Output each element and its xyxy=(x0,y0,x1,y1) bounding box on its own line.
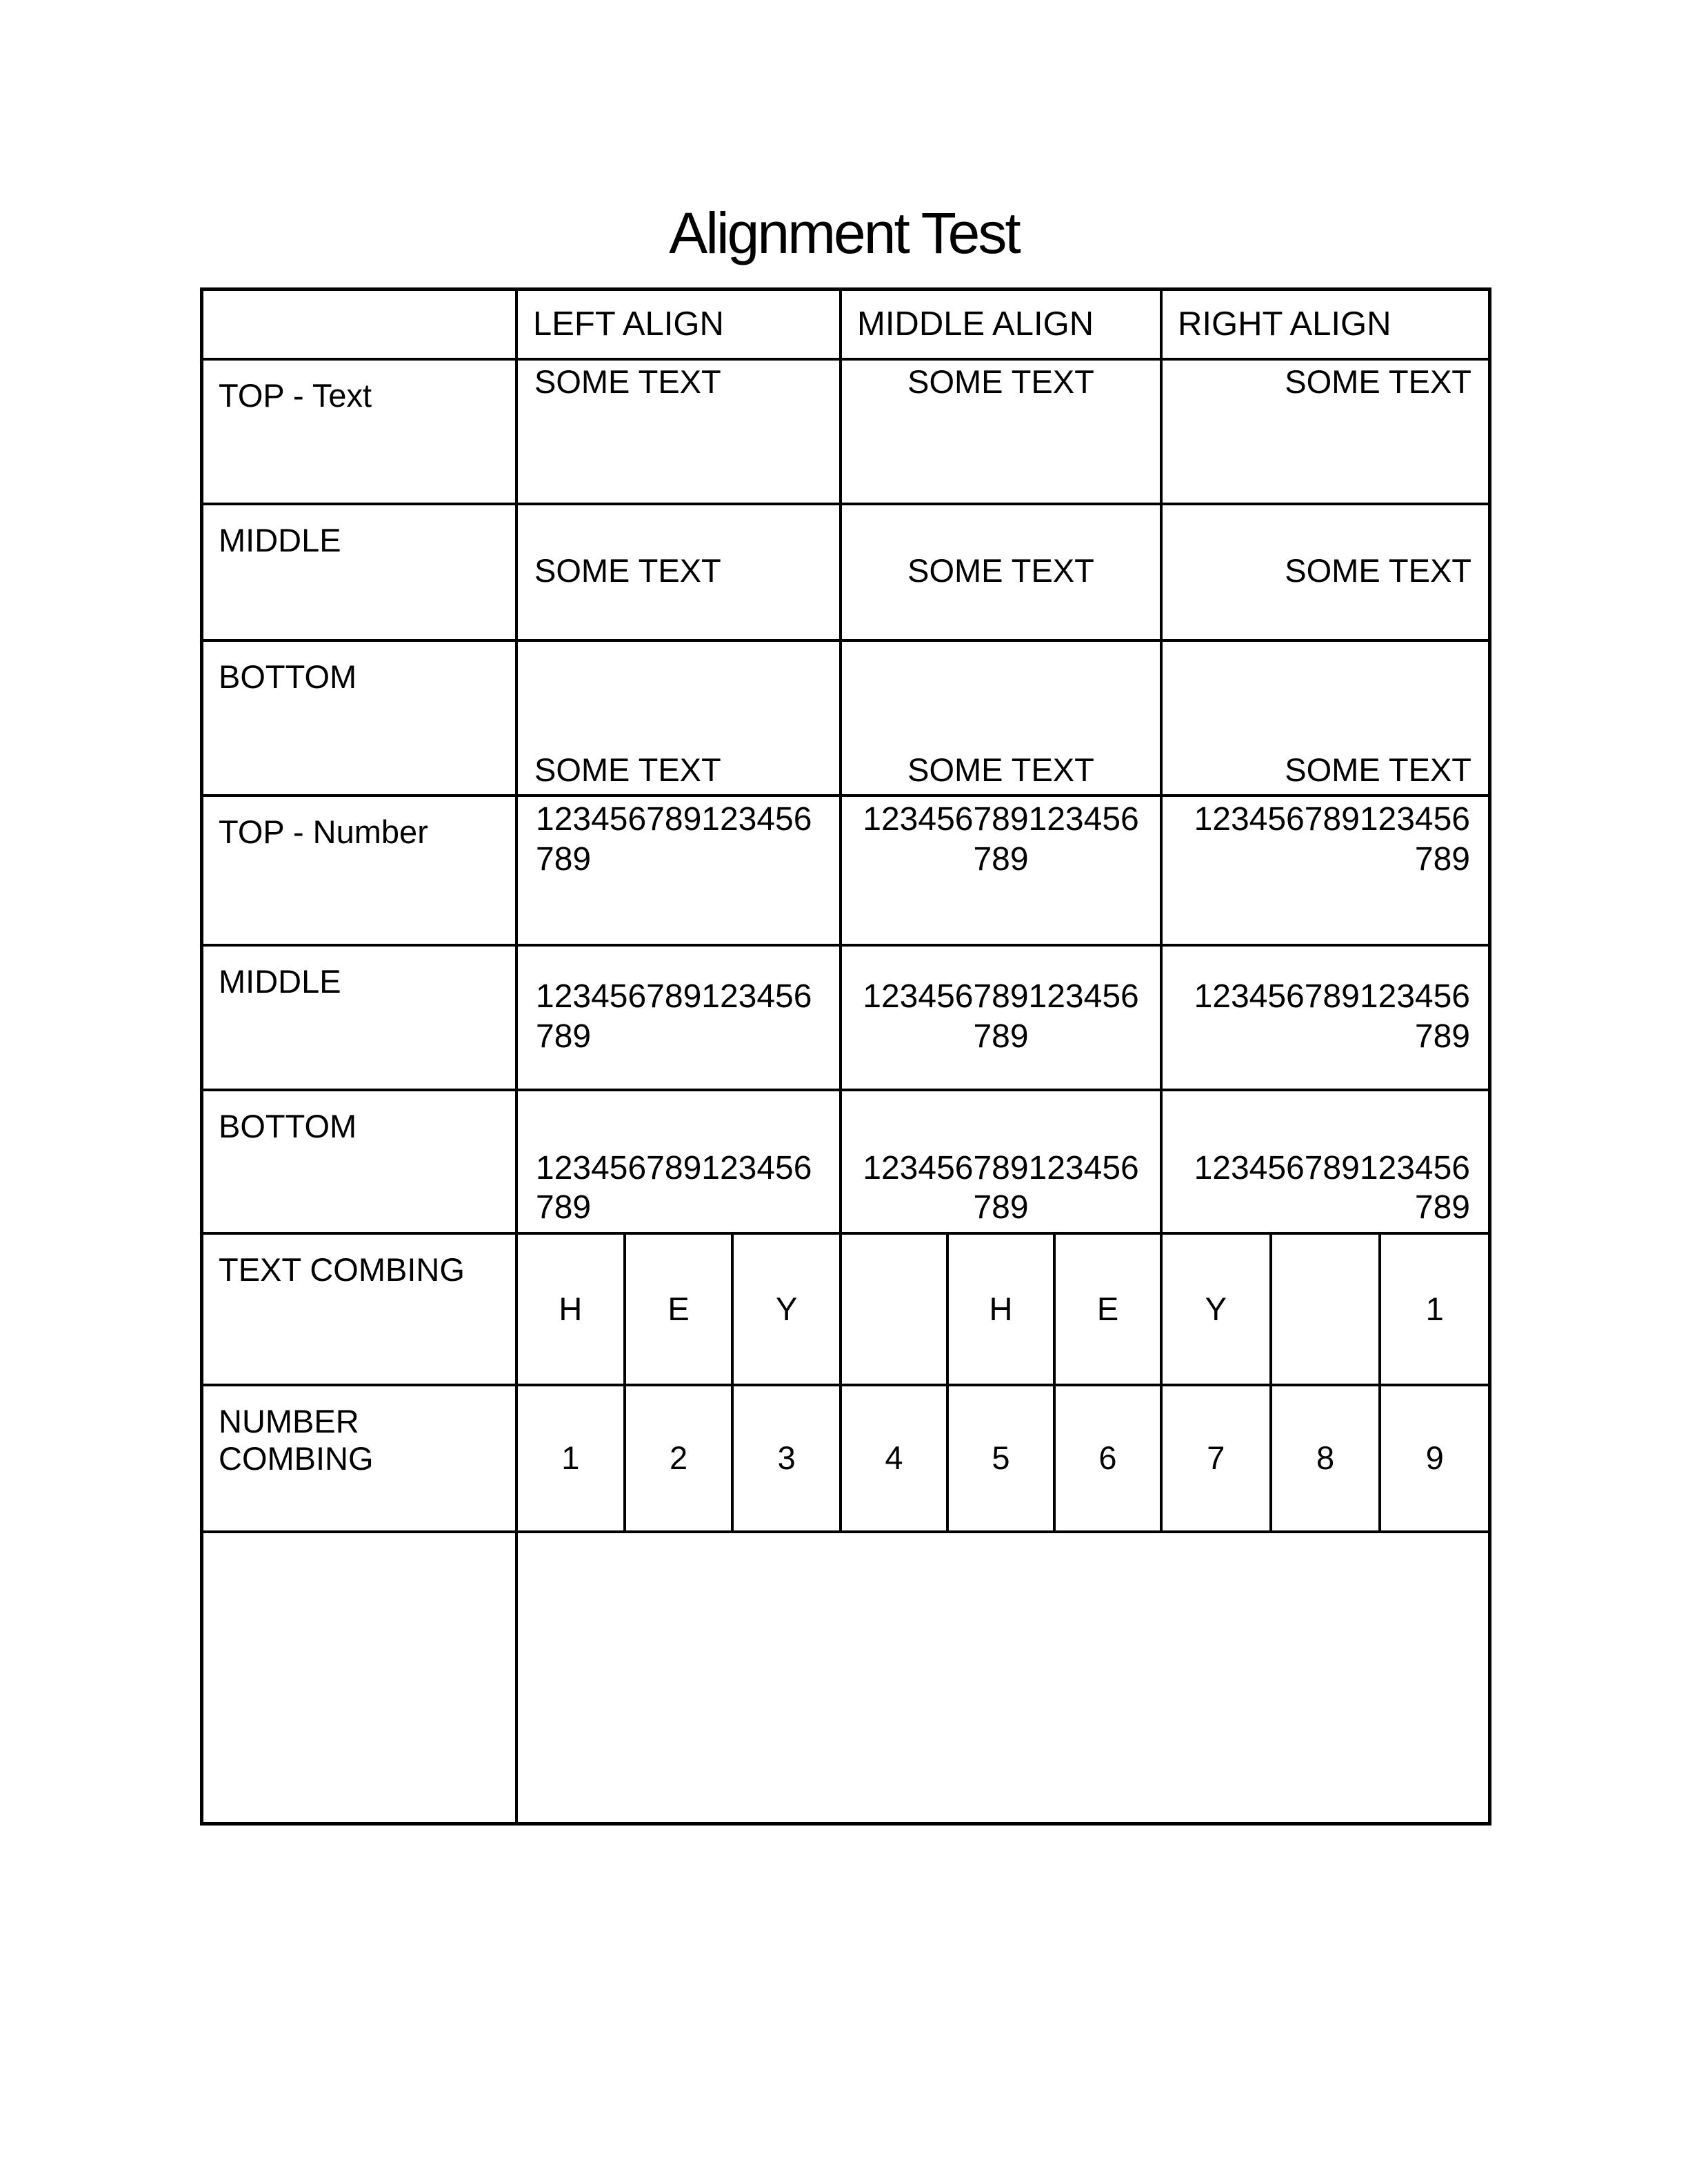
row-label-top-text-label: TOP - Text xyxy=(219,377,372,414)
comb-cell xyxy=(1163,1386,1272,1530)
cell-top-text-middle xyxy=(842,361,1163,505)
number-combing-right-group xyxy=(1163,1386,1488,1533)
comb-cell xyxy=(842,1235,949,1384)
row-label-bottom-text-label: BOTTOM xyxy=(219,658,357,695)
comb-cell-value: 8 xyxy=(1316,1439,1335,1477)
comb-cell-value: 9 xyxy=(1425,1439,1444,1477)
row-label-number-combing-label: NUMBER COMBING xyxy=(219,1403,374,1477)
comb-cell xyxy=(949,1235,1056,1384)
comb-cell-value: E xyxy=(667,1290,690,1327)
row-label-number-combing xyxy=(203,1386,518,1533)
comb-cell xyxy=(1272,1386,1382,1530)
comb-cell-value: 2 xyxy=(669,1439,688,1477)
cell-top-text-right xyxy=(1163,361,1488,505)
text-combing-left-group xyxy=(518,1235,842,1386)
comb-cell xyxy=(626,1386,734,1530)
empty-row-content-cell xyxy=(518,1533,1488,1822)
cell-middle-text-left-value: SOME TEXT xyxy=(534,552,721,589)
cell-middle-text-right-value: SOME TEXT xyxy=(1285,552,1471,589)
row-label-bottom-number xyxy=(203,1091,518,1235)
comb-cell-value: H xyxy=(989,1290,1013,1327)
cell-top-text-middle-value: SOME TEXT xyxy=(907,363,1094,400)
cell-bottom-text-middle xyxy=(842,642,1163,797)
cell-middle-number-left-value: 123456789123456789 xyxy=(536,978,812,1055)
cell-middle-text-middle-value: SOME TEXT xyxy=(907,552,1094,589)
row-label-text-combing-label: TEXT COMBING xyxy=(219,1251,465,1288)
cell-middle-number-middle-value: 123456789123456789 xyxy=(863,978,1139,1055)
col-header-middle-align-label: MIDDLE ALIGN xyxy=(857,305,1094,343)
comb-cell-value: 3 xyxy=(777,1439,796,1477)
text-combing-right-group xyxy=(1163,1235,1488,1386)
cell-top-number-left xyxy=(518,797,842,947)
cell-bottom-number-right xyxy=(1163,1091,1488,1235)
row-label-top-number-label: TOP - Number xyxy=(219,813,428,850)
cell-middle-text-middle xyxy=(842,505,1163,642)
number-combing-left-group xyxy=(518,1386,842,1533)
col-header-right-align xyxy=(1163,291,1488,361)
comb-cell xyxy=(626,1235,734,1384)
comb-cell-value: E xyxy=(1096,1290,1119,1327)
row-label-bottom-number-label: BOTTOM xyxy=(219,1108,357,1144)
page-title: Alignment Test xyxy=(669,201,1019,265)
cell-middle-text-right xyxy=(1163,505,1488,642)
row-label-top-text xyxy=(203,361,518,505)
cell-top-number-middle-value: 123456789123456789 xyxy=(863,801,1139,878)
comb-cell xyxy=(1056,1386,1160,1530)
row-label-top-number xyxy=(203,797,518,947)
alignment-table xyxy=(200,287,1491,1826)
number-combing-middle-group xyxy=(842,1386,1163,1533)
comb-cell xyxy=(1381,1235,1488,1384)
row-label-middle-number-label: MIDDLE xyxy=(219,963,341,1000)
cell-top-text-left-value: SOME TEXT xyxy=(534,363,721,400)
comb-cell-value: 6 xyxy=(1098,1439,1117,1477)
col-header-middle-align xyxy=(842,291,1163,361)
comb-cell xyxy=(734,1386,839,1530)
cell-bottom-number-middle xyxy=(842,1091,1163,1235)
cell-bottom-text-right-value: SOME TEXT xyxy=(1285,751,1471,788)
comb-cell xyxy=(1381,1386,1488,1530)
comb-cell xyxy=(1272,1235,1382,1384)
col-header-left-align xyxy=(518,291,842,361)
cell-top-number-right-value: 123456789123456789 xyxy=(1194,801,1470,878)
cell-top-number-middle xyxy=(842,797,1163,947)
comb-cell xyxy=(518,1386,626,1530)
comb-cell xyxy=(949,1386,1056,1530)
row-label-middle-text xyxy=(203,505,518,642)
cell-bottom-number-right-value: 123456789123456789 xyxy=(1194,1149,1470,1226)
comb-cell xyxy=(1056,1235,1160,1384)
cell-middle-number-right xyxy=(1163,947,1488,1091)
cell-bottom-number-left xyxy=(518,1091,842,1235)
cell-bottom-number-left-value: 123456789123456789 xyxy=(536,1149,812,1226)
cell-middle-number-middle xyxy=(842,947,1163,1091)
cell-bottom-text-left xyxy=(518,642,842,797)
text-combing-middle-group xyxy=(842,1235,1163,1386)
cell-middle-number-left xyxy=(518,947,842,1091)
cell-bottom-text-middle-value: SOME TEXT xyxy=(907,751,1094,788)
row-label-bottom-text xyxy=(203,642,518,797)
cell-bottom-text-right xyxy=(1163,642,1488,797)
cell-bottom-number-middle-value: 123456789123456789 xyxy=(863,1149,1139,1226)
comb-cell-value: 1 xyxy=(1425,1290,1444,1327)
cell-top-text-right-value: SOME TEXT xyxy=(1285,363,1471,400)
empty-row-label-cell xyxy=(203,1533,518,1822)
comb-cell-value: 1 xyxy=(561,1439,580,1477)
cell-top-text-left xyxy=(518,361,842,505)
cell-middle-number-right-value: 123456789123456789 xyxy=(1194,978,1470,1055)
col-header-right-align-label: RIGHT ALIGN xyxy=(1178,305,1391,343)
comb-cell xyxy=(734,1235,839,1384)
comb-cell xyxy=(518,1235,626,1384)
col-header-left-align-label: LEFT ALIGN xyxy=(533,305,724,343)
corner-cell xyxy=(203,291,518,361)
comb-cell xyxy=(842,1386,949,1530)
cell-bottom-text-left-value: SOME TEXT xyxy=(534,751,721,788)
cell-top-number-left-value: 123456789123456789 xyxy=(536,801,812,878)
row-label-middle-text-label: MIDDLE xyxy=(219,522,341,558)
comb-cell-value: 7 xyxy=(1207,1439,1225,1477)
cell-top-number-right xyxy=(1163,797,1488,947)
row-label-middle-number xyxy=(203,947,518,1091)
comb-cell-value: 4 xyxy=(885,1439,903,1477)
comb-cell-value: H xyxy=(559,1290,583,1327)
comb-cell-value: Y xyxy=(776,1290,798,1327)
comb-cell xyxy=(1163,1235,1272,1384)
comb-cell-value: Y xyxy=(1205,1290,1227,1327)
cell-middle-text-left xyxy=(518,505,842,642)
comb-cell-value: 5 xyxy=(992,1439,1010,1477)
row-label-text-combing xyxy=(203,1235,518,1386)
